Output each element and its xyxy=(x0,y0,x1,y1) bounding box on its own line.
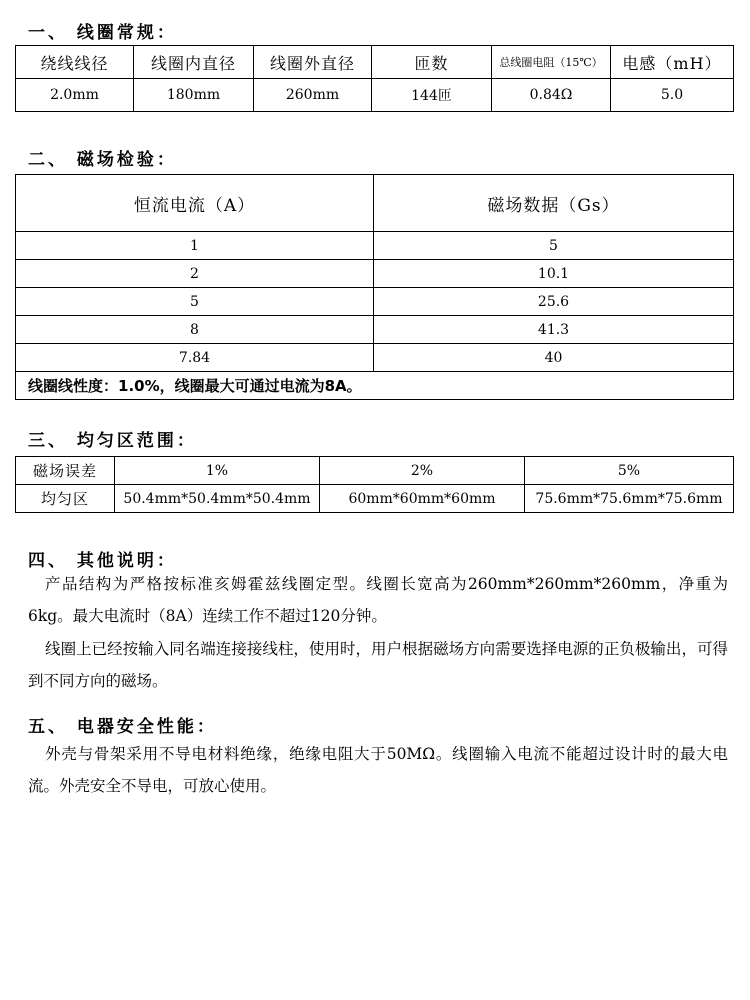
section-title-other-notes: 四、 其他说明： xyxy=(28,551,177,571)
field-test-table xyxy=(15,174,734,400)
header-error-5: 5% xyxy=(525,457,734,485)
section-title-coil-specs: 一、 线圈常规： xyxy=(28,23,177,43)
value-turns: 144匝 xyxy=(372,79,492,112)
header-outer-diameter: 线圈外直径 xyxy=(254,46,372,79)
coil-specs-value-row xyxy=(16,79,734,112)
section-title-safety: 五、 电器安全性能： xyxy=(28,717,217,737)
header-wire-diameter: 绕线线径 xyxy=(16,46,134,79)
value-total-resistance: 0.84Ω xyxy=(492,79,611,112)
value-wire-diameter: 2.0mm xyxy=(16,79,134,112)
row-label-uniform-zone: 均匀区 xyxy=(16,485,115,513)
header-error-2: 2% xyxy=(320,457,525,485)
value-outer-diameter: 260mm xyxy=(254,79,372,112)
other-notes-paragraph-2: 线圈上已经按输入同名端连接接线柱，使用时，用户根据磁场方向需要选择电源的正负极输出，可得到不同方向的磁场。 xyxy=(28,640,728,690)
linearity-note: 线圈线性度：1.0%，线圈最大可通过电流为8A。 xyxy=(16,372,734,400)
cell-current: 7.84 xyxy=(16,344,374,372)
header-error-1: 1% xyxy=(115,457,320,485)
header-total-resistance: 总线圈电阻（15℃） xyxy=(492,46,611,79)
cell-current: 1 xyxy=(16,232,374,260)
table-row xyxy=(16,232,734,260)
field-test-header-row xyxy=(16,175,734,232)
cell-current: 2 xyxy=(16,260,374,288)
coil-specs-table xyxy=(15,45,734,112)
header-field: 磁场数据（Gs） xyxy=(374,175,734,232)
uniform-zone-value-row xyxy=(16,485,734,513)
safety-paragraph: 外壳与骨架采用不导电材料绝缘，绝缘电阻大于50MΩ。线圈输入电流不能超过设计时的最大电流。外壳安全不导电，可放心使用。 xyxy=(28,745,728,795)
table-row xyxy=(16,344,734,372)
cell-field: 5 xyxy=(374,232,734,260)
header-inner-diameter: 线圈内直径 xyxy=(134,46,254,79)
cell-field: 41.3 xyxy=(374,316,734,344)
cell-current: 5 xyxy=(16,288,374,316)
header-turns: 匝数 xyxy=(372,46,492,79)
other-notes-paragraph-1: 产品结构为严格按标准亥姆霍兹线圈定型。线圈长宽高为260mm*260mm*260mm，净重为6kg。最大电流时（8A）连续工作不超过120分钟。 xyxy=(28,575,728,625)
cell-current: 8 xyxy=(16,316,374,344)
uniform-zone-header-row xyxy=(16,457,734,485)
cell-field: 10.1 xyxy=(374,260,734,288)
header-current: 恒流电流（A） xyxy=(16,175,374,232)
section-title-uniform-zone: 三、 均匀区范围： xyxy=(28,431,197,451)
table-row xyxy=(16,288,734,316)
header-field-error: 磁场误差 xyxy=(16,457,115,485)
value-zone-5: 75.6mm*75.6mm*75.6mm xyxy=(525,485,734,513)
coil-specs-header-row xyxy=(16,46,734,79)
value-inductance: 5.0 xyxy=(611,79,734,112)
cell-field: 25.6 xyxy=(374,288,734,316)
uniform-zone-table xyxy=(15,456,734,513)
table-row xyxy=(16,260,734,288)
header-inductance: 电感（mH） xyxy=(611,46,734,79)
value-inner-diameter: 180mm xyxy=(134,79,254,112)
value-zone-1: 50.4mm*50.4mm*50.4mm xyxy=(115,485,320,513)
table-row xyxy=(16,316,734,344)
value-zone-2: 60mm*60mm*60mm xyxy=(320,485,525,513)
cell-field: 40 xyxy=(374,344,734,372)
linearity-note-row xyxy=(16,372,734,400)
section-title-field-test: 二、 磁场检验： xyxy=(28,150,177,170)
